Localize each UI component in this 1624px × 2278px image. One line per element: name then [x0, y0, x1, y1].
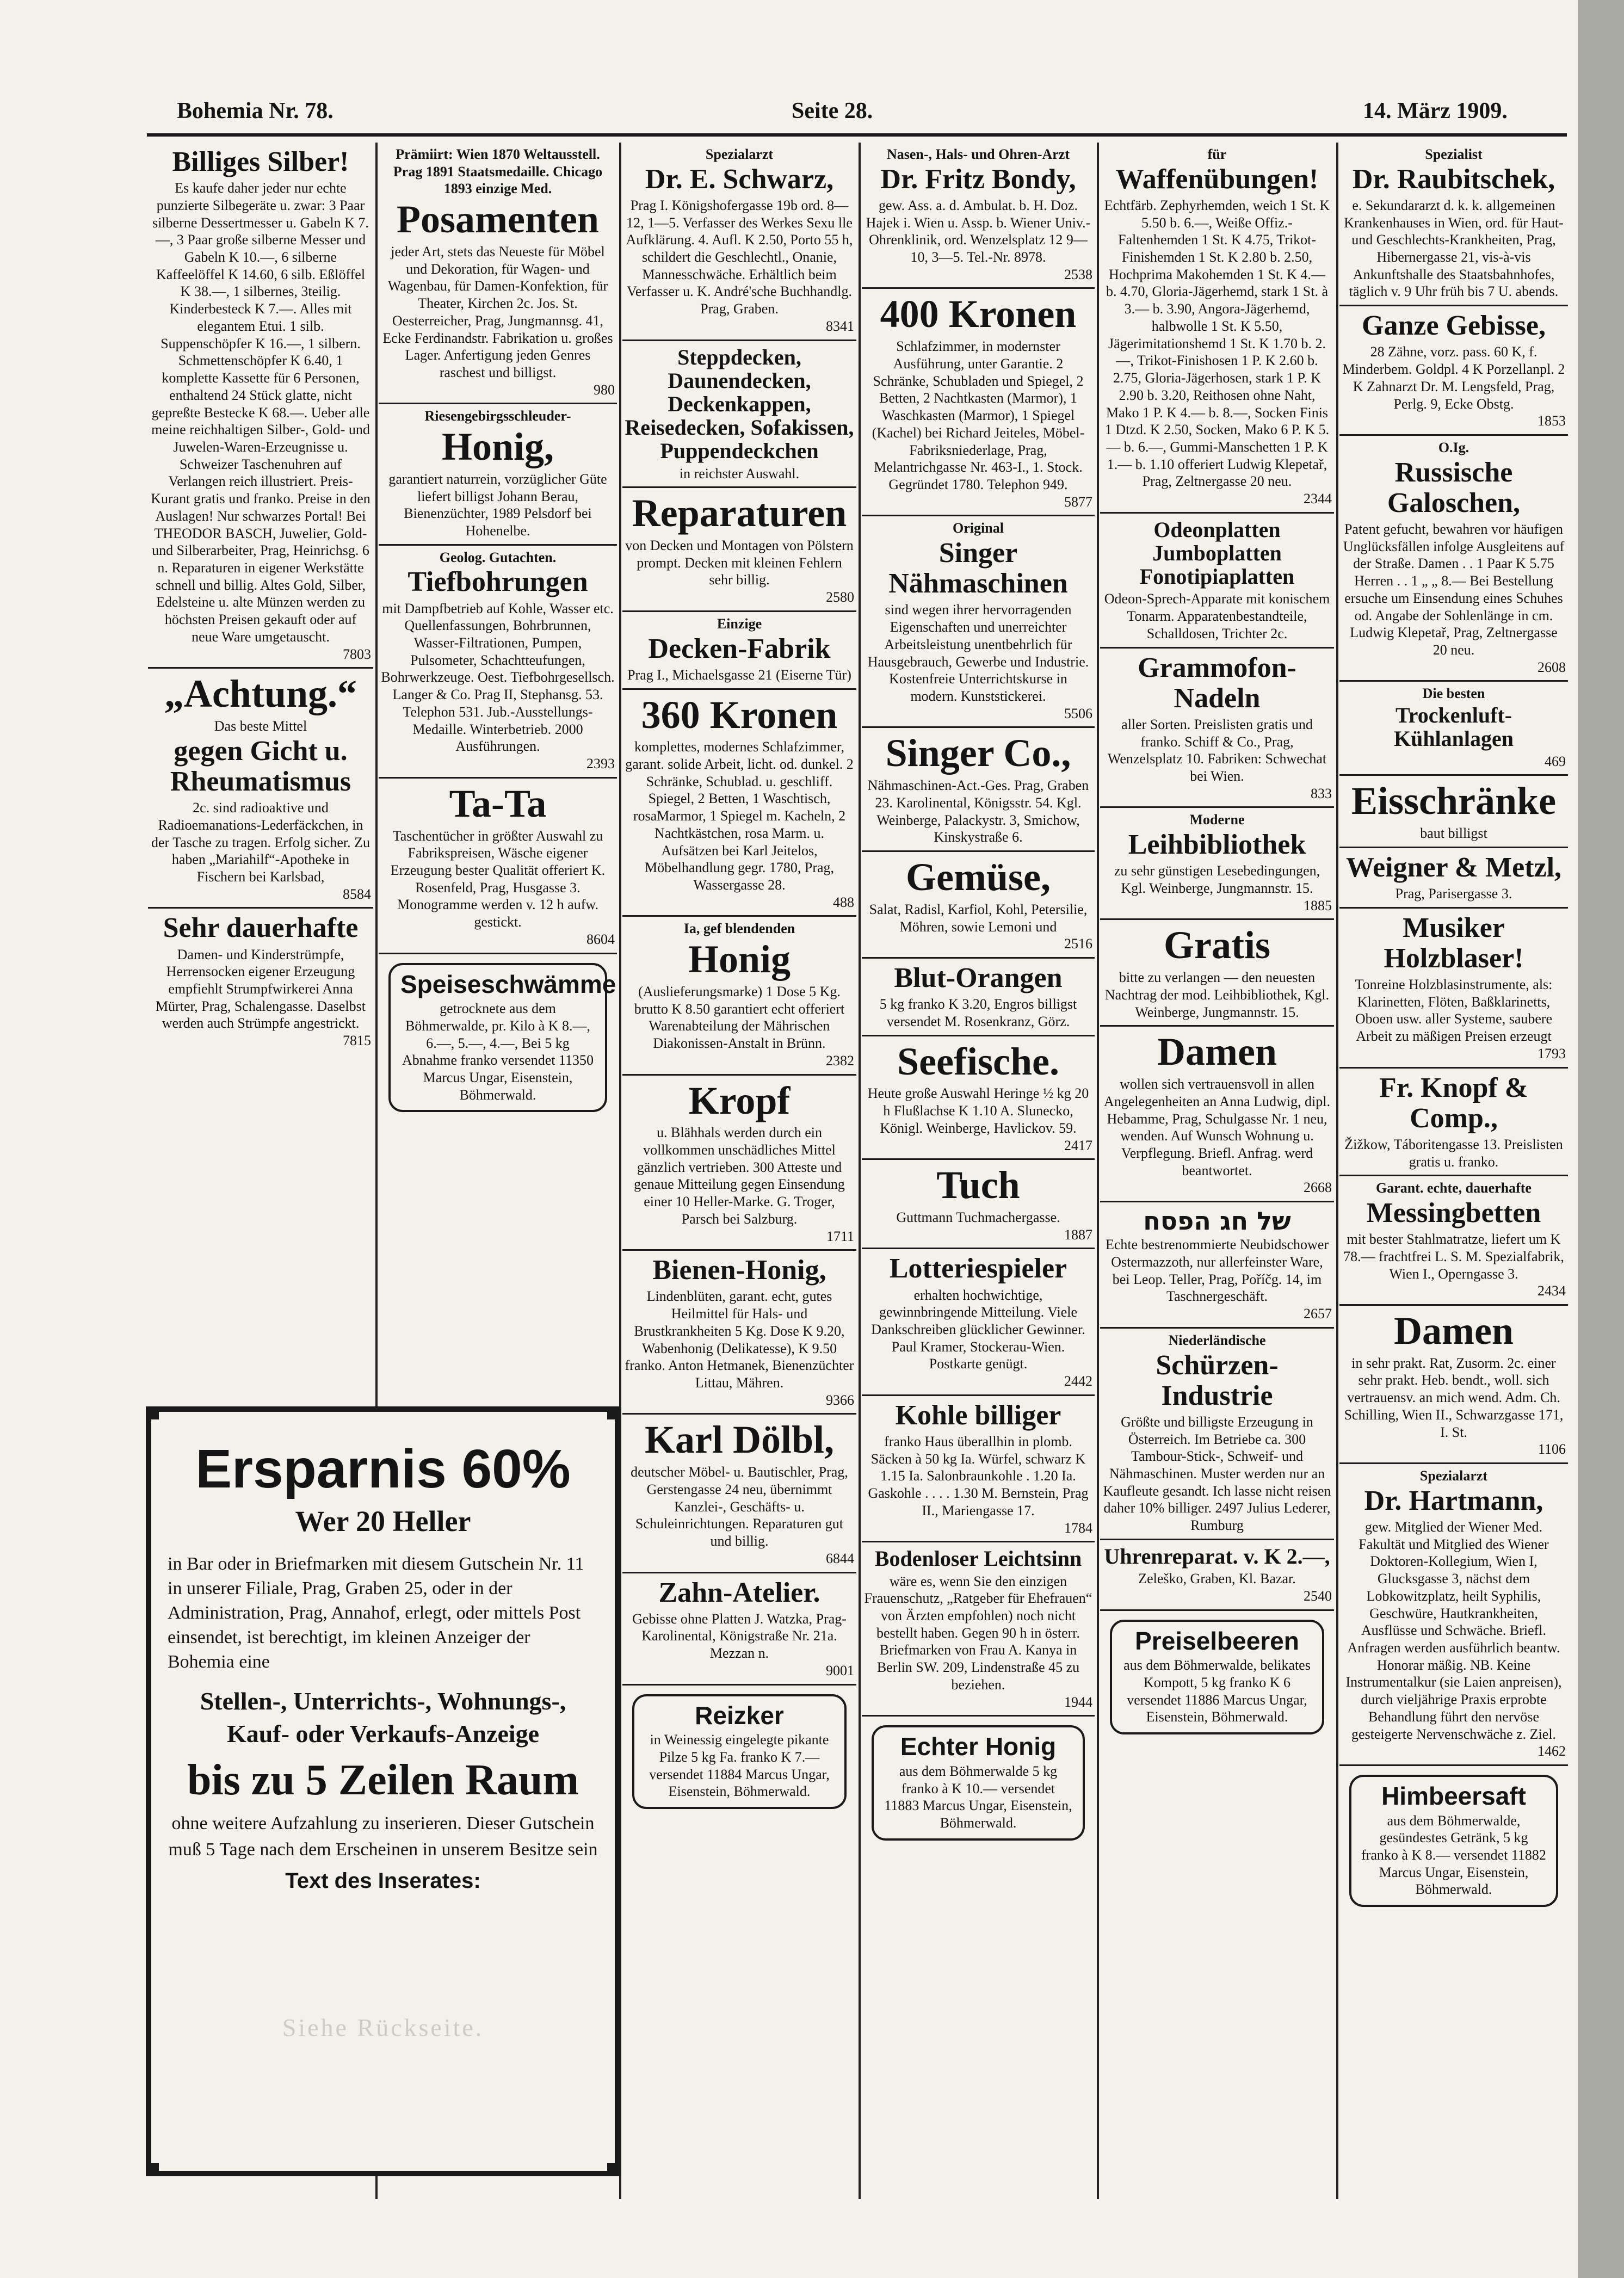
- ad-text: baut billigst: [1420, 825, 1487, 841]
- advertisement: [862, 1249, 1095, 1396]
- column-divider: [1097, 143, 1099, 2199]
- ad-number: 1793: [1537, 1045, 1566, 1061]
- advertisement: [622, 488, 856, 612]
- ad-heading: Honig: [688, 937, 791, 981]
- ad-text: 28 Zähne, vorz. pass. 60 K, f. Minderbem. Goldpl. 4 K Porzellanpl. 2 K Zahnarzt Dr. M. Lengsfeld, Prag, Perlg. 9, Ecke Obstg.: [1342, 344, 1565, 412]
- advertisement: [862, 959, 1095, 1036]
- ad-number: 2417: [1064, 1137, 1092, 1153]
- ad-number: 2393: [586, 756, 615, 772]
- ad-heading: Fr. Knopf & Comp.,: [1379, 1072, 1528, 1134]
- advertisement: [379, 546, 617, 779]
- ad-text: 5 kg franko K 3.20, Engros billigst versendet M. Rosenkranz, Görz.: [879, 996, 1077, 1029]
- ad-heading: Gemüse,: [906, 855, 1051, 899]
- ad-column-1: [148, 143, 373, 1394]
- advertisement: [1100, 1202, 1334, 1329]
- advertisement: [1339, 143, 1568, 306]
- ad-text: in Weinessig eingelegte pikante Pilze 5 kg Fa. franko K 7.— versendet 11884 Marcus Ungar, Eisenstein, Böhmerwald.: [649, 1732, 830, 1800]
- coupon-ad-kinds: Stellen-, Unterrichts-, Wohnungs-, Kauf- oder Verkaufs-Anzeige: [200, 1687, 566, 1748]
- ad-number: 5506: [1064, 705, 1092, 721]
- ad-text: mit bester Stahlmatratze, liefert um K 78.— frachtfrei L. S. M. Spezialfabrik, Wien I., Operngasse 3.: [1343, 1231, 1564, 1282]
- ad-text: Zeleško, Graben, Kl. Bazar.: [1138, 1571, 1296, 1587]
- ad-heading: Damen: [1394, 1309, 1514, 1353]
- ad-heading: „Achtung.“: [164, 672, 357, 716]
- ad-text: bitte zu verlangen — den neuesten Nachtrag der mod. Leihbibliothek, Kgl. Weinberge, Jungmannstr. 15.: [1104, 970, 1330, 1020]
- ad-kicker: Die besten: [1422, 686, 1485, 702]
- ad-text: sind wegen ihrer hervorragenden Eigenschaften und unerreichter Arbeitsleistung unentbehrlich für Hausgebrauch, Gewerbe und Industrie. Kostenfreie Unterrichtskurse in modern. Kunststickerei.: [867, 602, 1089, 705]
- ad-text: mit Dampfbetrieb auf Kohle, Wasser etc. Quellenfassungen, Bohrbrunnen, Wasser-Filtrationen, Pumpen, Pulsometer, Schachtteufungen, Bohrwerkzeuge. Oest. Tiefbohrgesellsch. Langer & Co. Prag II, Stephansg. 53. Telephon 531. Jub.-Ausstellungs-Medaille. Winterbetrieb. 2000 Ausführungen.: [381, 600, 615, 755]
- ad-number: 1853: [1537, 413, 1566, 429]
- ad-number: 7815: [343, 1033, 371, 1049]
- ad-number: 5877: [1064, 493, 1092, 510]
- ad-text: Es kaufe daher jeder nur echte punzierte Silbegeräte u. zwar: 3 Paar silberne Dessertmesser u. Gabeln K 7.—, 3 Paar große silberne Messer und Gabeln K 10.—, 6 silberne Kaffeelöffel K 14.60, 6 silb. Eßlöffel K 38.—, 1 silbernes, 3teilig. Kinderbesteck K 7.—. Alles mit elegantem Etui. 1 silb. Suppenschöpfer K 16.—, 1 silbern. Schmettenschöpfer K 6.40, 1 komplette Kassette für 6 Personen, enthaltend 24 Stück glatte, nicht gepreßte Bestecke K 68.—. Ueber alle meine reichhaltigen Silber-, Gold- und Juwelen-Waren-Erzeugnisse u. Schweizer Taschenuhren auf Verlangen reich illustriert. Preis-Kurant gratis und franko. Preise in den Auslagen! Nur schwarzes Portal! Bei: [151, 180, 371, 524]
- ad-heading: Speiseschwämme: [400, 970, 616, 998]
- ad-heading: Preiselbeeren: [1135, 1626, 1299, 1655]
- ad-heading: Dr. E. Schwarz,: [645, 163, 834, 195]
- ad-column-6: [1339, 143, 1568, 2199]
- column-divider: [859, 143, 861, 2199]
- advertisement: [862, 1160, 1095, 1249]
- advertisement: [622, 1076, 856, 1251]
- ad-heading: Dr. Raubitschek,: [1352, 163, 1555, 195]
- ad-text: gew. Mitglied der Wiener Med. Fakultät und Mitglied des Wiener Doktoren-Kollegium, Wien I, Glucksgasse 3, nächst dem Lobkowitzplatz, heilt Syphilis, Geschwüre, Hautkrankheiten, Ausflüsse und Schwäche. Briefl. Anfragen werden ausführlich beantw. Honorar mäßig. NB. Keine Instrumentalkur (sie Laien anpreisen), durch vieljährige Praxis erprobte Behandlung führt den nervöse gesteigerte Nervenschwäche z. Ziel.: [1345, 1518, 1562, 1742]
- ad-heading: Dr. Hartmann,: [1364, 1485, 1543, 1516]
- ad-heading: Decken-Fabrik: [648, 633, 831, 664]
- ad-text: von Decken und Montagen von Pölstern prompt. Decken mit kleinen Fehlern sehr billig.: [625, 538, 854, 588]
- advertisement: [379, 954, 617, 1122]
- ad-hebrew-heading: של חג הפסח: [1143, 1206, 1291, 1236]
- ad-number: 980: [594, 381, 615, 398]
- ad-number: 1784: [1064, 1520, 1092, 1536]
- advertisement: [1339, 1306, 1568, 1464]
- ad-kicker: Riesengebirgsschleuder-: [424, 408, 571, 424]
- boxed-ad: [1110, 1620, 1324, 1734]
- ad-heading: Weigner & Metzl,: [1345, 851, 1562, 883]
- coupon-text-label: Text des Inserates:: [285, 1869, 481, 1893]
- ad-heading: Karl Dölbl,: [644, 1418, 834, 1462]
- advertisement: [622, 1251, 856, 1415]
- advertisement: [862, 1036, 1095, 1160]
- ad-number: 7803: [343, 646, 371, 662]
- coupon-subtitle: Wer 20 Heller: [295, 1505, 471, 1538]
- boxed-ad: [872, 1725, 1085, 1840]
- advertisement: [862, 143, 1095, 289]
- ad-number: 2516: [1064, 936, 1092, 952]
- advertisement: [622, 143, 856, 341]
- boxed-ad: [1349, 1775, 1558, 1907]
- ad-heading: Odeonplatten Jumboplatten Fonotipiaplatten: [1139, 517, 1295, 589]
- advertisement: [1100, 1540, 1334, 1611]
- advertisement: [1100, 1611, 1334, 1744]
- ad-number: 2382: [826, 1052, 854, 1069]
- advertisement: [862, 1396, 1095, 1542]
- ad-kicker: Niederländische: [1168, 1332, 1266, 1348]
- ad-text: gew. Ass. a. d. Ambulat. b. H. Doz. Hajek i. Wien u. Assp. b. Wiener Univ.-Ohrenklinik, ord. Wenzelsplatz 12 9—10, 3—5. Tel.-Nr. 8978.: [866, 197, 1091, 266]
- ad-heading: Damen: [1157, 1030, 1277, 1074]
- ad-heading: Singer Nähmaschinen: [888, 538, 1068, 600]
- ad-heading: Lotteriespieler: [889, 1253, 1067, 1285]
- coupon-title: Ersparnis 60%: [195, 1439, 571, 1499]
- advertisement: [622, 690, 856, 917]
- ad-kicker: Original: [953, 520, 1004, 536]
- ad-number: 2344: [1304, 491, 1332, 507]
- ad-heading: Blut-Orangen: [894, 962, 1063, 993]
- ad-text: Žižkow, Táboritengasse 13. Preislisten gratis u. franko.: [1344, 1136, 1563, 1170]
- ad-heading: Bienen-Honig,: [652, 1255, 826, 1286]
- ad-number: 1462: [1537, 1743, 1566, 1760]
- ad-heading: Himbeersaft: [1381, 1782, 1526, 1810]
- ad-subheading: gegen Gicht u. Rheumatismus: [170, 735, 351, 797]
- ad-heading: Zahn-Atelier.: [658, 1577, 820, 1608]
- ad-text: aller Sorten. Preislisten gratis und franko. Schiff & Co., Prag, Wenzelsplatz 10. Fabriken: Schwechat bei Wien.: [1107, 716, 1327, 784]
- ad-heading: Bodenloser Leichtsinn: [874, 1546, 1082, 1571]
- ad-text: in sehr prakt. Rat, Zusorm. 2c. einer sehr prakt. Heb. bendt., woll. sich vertrauensv. an mich wend. Adm. Ch. Schilling, Wien II., Schwarzgasse 171, I. St.: [1344, 1355, 1564, 1440]
- advertisement: [1100, 1329, 1334, 1540]
- ad-number: 9366: [826, 1392, 854, 1408]
- coupon-limit: bis zu 5 Zeilen Raum: [187, 1756, 579, 1804]
- boxed-ad: [632, 1694, 847, 1809]
- ad-text: Guttmann Tuchmachergasse.: [896, 1209, 1060, 1225]
- ad-kicker: Garant. echte, dauerhafte: [1376, 1180, 1532, 1196]
- ad-heading: Singer Co.,: [885, 731, 1071, 775]
- ad-text: Echte bestrenommierte Neubidschower Ostermazzoth, nur allerfeinster Ware, bei Leop. Teller, Prag, Poříčg. 14, im Taschnergeschäft.: [1105, 1237, 1329, 1305]
- ad-kicker: Moderne: [1189, 812, 1245, 828]
- advertisement: [622, 612, 856, 690]
- ad-heading: Waffenübungen!: [1115, 163, 1319, 195]
- ad-number: 833: [1311, 785, 1332, 801]
- ad-text: Prag I. Königshofergasse 19b ord. 8—12, 1—5. Verfasser des Werkes Sexu lle Aufklärung. 4. Aufl. K 2.50, Porto 55 h, schildert die Geschlechtl., Onanie, Mannesschwäche. Erhältlich beim Verfasser u. K. André'sche Buchhandlg. Prag, Graben.: [626, 197, 853, 317]
- ad-kicker: O.Ig.: [1438, 439, 1469, 455]
- ad-heading: Messingbetten: [1366, 1197, 1541, 1228]
- advertisement: [1339, 436, 1568, 682]
- ad-heading: Eisschränke: [1351, 779, 1557, 823]
- ad-number: 6844: [826, 1550, 854, 1566]
- ad-text: Schlafzimmer, in modernster Ausführung, unter Garantie. 2 Schränke, Schubladen und Spiegel, 2 Betten, 2 Nachtkasten (Marmor), 1 Waschkasten (Marmor), 1 Spiegel (Kachel) bei Richard Jeiteles, Möbel-Fabriksniederlage, Prag, Melantrichgasse Nr. 463-I., 1. Stock. Gegründet 1780. Telephon 949.: [872, 338, 1085, 492]
- ad-text: u. Blähhals werden durch ein vollkommen unschädliches Mittel gänzlich vertrieben. 300 Atteste und genaue Mitteilung gegen Einsendung einer 10 Heller-Marke. G. Troger, Parsch bei Salzburg.: [634, 1125, 845, 1227]
- advertisement: [1339, 1464, 1568, 1766]
- ad-text: wäre es, wenn Sie den einzigen Frauenschutz, „Ratgeber für Ehefrauen“ von Ärzten empfohlen) noch nicht bestellt haben. Gegen 90 h in österr. Briefmarken von Frau A. Kanya in Berlin SW. 209, Lindenstraße 45 zu beziehen.: [864, 1573, 1092, 1693]
- advertisement: [379, 779, 617, 954]
- ad-text: aus dem Böhmerwalde 5 kg franko à K 10.— versendet 11883 Marcus Ungar, Eisenstein, Böhmerwald.: [884, 1763, 1072, 1831]
- advertisement: [862, 1542, 1095, 1717]
- ad-text: getrocknete aus dem Böhmerwalde, pr. Kilo à K 8.—, 6.—, 5.—, 4.—, Bei 5 kg Abnahme franko versendet 11350 Marcus Ungar, Eisenstein, Böhmerwald.: [402, 1001, 594, 1103]
- ad-heading: Steppdecken, Daunendecken, Deckenkappen, Reisedecken, Sofakissen, Puppendeckchen: [625, 344, 854, 464]
- ad-kicker: Prämiirt: Wien 1870 Weltausstell. Prag 1891 Staatsmedaille. Chicago 1893 einzige Med.: [393, 146, 603, 197]
- advertisement: [862, 289, 1095, 516]
- advertisement: [1339, 1176, 1568, 1306]
- ad-heading: Seefische.: [897, 1039, 1059, 1083]
- ad-heading: Schürzen-Industrie: [1156, 1349, 1279, 1411]
- advertisement: [1100, 920, 1334, 1027]
- advertisement: [862, 852, 1095, 959]
- ad-number: 1887: [1064, 1226, 1092, 1243]
- ad-heading: Echter Honig: [900, 1732, 1057, 1761]
- ad-column-4: [862, 143, 1095, 2199]
- advertisement: [1100, 514, 1334, 649]
- ad-kicker: für: [1207, 146, 1227, 162]
- advertisement: [148, 143, 373, 669]
- coupon-corner: [146, 1406, 159, 1419]
- ad-number: 9001: [826, 1662, 854, 1678]
- advertisement: [148, 669, 373, 909]
- ad-number: 8584: [343, 886, 371, 902]
- ad-text: Salat, Radisl, Karfiol, Kohl, Petersilie, Möhren, sowie Lemoni und: [869, 901, 1088, 935]
- ad-text: THEODOR BASCH, Juwelier, Gold- und Silberarbeiter, Prag, Heinrichsg. 6 n. Reparaturen in eigener Werkstätte schnell und billig. Altes Gold, Silber, Edelsteine u. alte Münzen werden zu höchsten Preisen gekauft oder auf neue Ware umgetauscht.: [152, 525, 369, 645]
- advertisement: [1339, 682, 1568, 776]
- ad-text: aus dem Böhmerwalde, gesündestes Getränk, 5 kg franko à K 8.— versendet 11882 Marcus Ungar, Eisenstein, Böhmerwald.: [1361, 1812, 1546, 1898]
- ad-kicker: Ia, gef blendenden: [683, 921, 795, 937]
- boxed-ad: [388, 963, 616, 1113]
- ad-heading: Ganze Gebisse,: [1362, 310, 1546, 342]
- ad-kicker: Spezialarzt: [705, 146, 774, 162]
- ad-number: 1885: [1304, 897, 1332, 913]
- ad-text: Lindenblüten, garant. echt, gutes Heilmittel für Hals- und Brustkrankheiten 5 Kg. Dose K 9.20, Wabenhonig (Delikatesse), K 9.50 franko. Anton Hetmanek, Bienenzüchter Littau, Mähren.: [625, 1288, 854, 1391]
- ad-kicker: Spezialist: [1425, 146, 1483, 162]
- ad-text: Heute große Auswahl Heringe ½ kg 20 h Flußlachse K 1.10 A. Slunecko, Königl. Weinberge, Havlickov. 59.: [867, 1085, 1089, 1136]
- advertisement: [1339, 1069, 1568, 1177]
- ad-heading: Reizker: [695, 1701, 784, 1730]
- advertisement: [1339, 909, 1568, 1069]
- ad-text: Nähmaschinen-Act.-Ges. Prag, Graben 23. Karolinental, Königsstr. 54. Kgl. Weinberge, Palackystr. 3, Smichow, Kinskystraße 6.: [867, 777, 1089, 845]
- ad-text: aus dem Böhmerwalde, belikates Kompott, 5 kg franko K 6 versendet 11886 Marcus Ungar, Eisenstein, Böhmerwald.: [1123, 1657, 1311, 1725]
- ad-heading: 360 Kronen: [641, 693, 838, 737]
- ad-text: Das beste Mittel: [214, 718, 307, 734]
- ad-kicker: Nasen-, Hals- und Ohren-Arzt: [886, 146, 1070, 162]
- ad-text: Größte und billigste Erzeugung in Österreich. Im Betriebe ca. 300 Tambour-Stick-, Schweif- und Nähmaschinen. Muster werden nur an Kaufleute gesandt. Ich lasse nicht reisen daher 10% billiger. 2497 Julius Lederer, Rumburg: [1103, 1413, 1331, 1534]
- advertisement: [148, 909, 373, 1053]
- advertisement: [862, 1717, 1095, 1850]
- ad-heading: Musiker Holzblaser!: [1384, 912, 1524, 974]
- ad-text: Gebisse ohne Platten J. Watzka, Prag-Karolinental, Königstraße Nr. 21a. Mezzan n.: [632, 1610, 847, 1662]
- coupon-corner: [607, 1406, 620, 1419]
- ad-number: 8604: [586, 931, 615, 947]
- advertisement: [379, 404, 617, 545]
- ad-number: 8341: [826, 318, 854, 334]
- ad-heading: Uhrenreparat. v. K 2.—,: [1104, 1544, 1330, 1569]
- ad-number: 2608: [1537, 659, 1566, 675]
- ad-number: 2540: [1304, 1588, 1332, 1604]
- ad-text: deutscher Möbel- u. Bautischler, Prag, Gerstengasse 24 neu, übernimmt Kanzlei-, Geschäfts- u. Schuleinrichtungen. Reparaturen gut und billig.: [631, 1464, 848, 1549]
- ad-kicker: Geolog. Gutachten.: [439, 549, 557, 565]
- ad-heading: Kropf: [688, 1078, 791, 1122]
- ad-number: 2580: [826, 589, 854, 606]
- ad-number: 1711: [826, 1228, 854, 1244]
- ad-heading: Tuch: [936, 1163, 1020, 1207]
- ad-number: 2657: [1304, 1306, 1332, 1322]
- advertisement: [1100, 808, 1334, 920]
- advertisement: [1339, 848, 1568, 909]
- ad-heading: Grammofon-Nadeln: [1138, 652, 1296, 714]
- ad-text: Patent gefucht, bewahren vor häufigen Unglücksfällen infolge Ausgleitens auf der Straße. Damen . . 1 Paar K 5.75 Herren . . 1 „ „ 8.— Bei Bestellung ersuche um Einsendung eines Schuhes od. Angabe der Sohlenlänge in cm.: [1343, 521, 1565, 623]
- ad-column-3: [622, 143, 856, 2199]
- ad-heading: Honig,: [441, 425, 554, 469]
- ad-text: (Auslieferungsmarke) 1 Dose 5 Kg. brutto K 8.50 garantiert echt offeriert Warenabteilung der Mährischen Diakonissen-Anstalt in Brünn.: [634, 983, 845, 1052]
- ad-number: 2538: [1064, 266, 1092, 282]
- coupon-corner: [607, 2163, 620, 2176]
- ad-text: Ludwig Klepetař, Prag, Zeltnergasse 20 neu.: [1350, 625, 1558, 658]
- advertisement: [1100, 1027, 1334, 1202]
- ad-text: franko Haus überallhin in plomb. Säcken à 50 kg Ia. Würfel, schwarz K 1.15 Ia. Salonbraunkohle . 1.20 Ia. Gaskohle . . . . 1.30 M. Bernstein, Prag II., Mariengasse 17.: [868, 1434, 1089, 1518]
- ad-heading: Russische Galoschen,: [1387, 456, 1521, 518]
- advertisement: [1339, 306, 1568, 436]
- ad-text: e. Sekundararzt d. k. k. allgemeinen Krankenhauses in Wien, ord. für Haut- und Geschlechts-Krankheiten, Prag, Hibernergasse 21, vis-à-vis Ankunftshalle des Staatsbahnhofes, täglich v. 9 Uhr früh bis 7 U. abends.: [1344, 197, 1564, 300]
- ad-heading: Posamenten: [397, 197, 599, 242]
- ad-heading: Sehr dauerhafte: [163, 912, 359, 944]
- coupon-note: ohne weitere Aufzahlung zu inserieren. Dieser Gutschein muß 5 Tage nach dem Erscheinen in unserem Besitze sein: [168, 1813, 598, 1860]
- ad-heading: Tiefbohrungen: [407, 566, 588, 598]
- ad-heading: Leihbibliothek: [1128, 829, 1306, 861]
- advertisement: [379, 143, 617, 404]
- ad-number: 2434: [1537, 1283, 1566, 1299]
- advertisement: [1339, 1766, 1568, 1917]
- ad-text: Taschentücher in größter Auswahl zu Fabrikspreisen, Wäsche eigener Erzeugung bester Qualität offeriert K. Rosenfeld, Prag, Husgasse 3. Monogramme werden v. 12 h aufw. gestickt.: [390, 828, 606, 930]
- ad-heading: Trockenluft-Kühlanlagen: [1393, 703, 1514, 751]
- ad-column-2: [379, 143, 617, 1394]
- ad-kicker: Spezialarzt: [1419, 1468, 1488, 1484]
- ad-number: 488: [833, 894, 854, 910]
- ad-text: 2c. sind radioaktive und Radioemanations-Lederfäckchen, in der Tasche zu tragen. Erfolg sicher. Zu haben „Mariahilf“-Apotheke in Fischern bei Karlsbad,: [151, 800, 370, 885]
- advertisement: [862, 516, 1095, 728]
- ad-heading: 400 Kronen: [880, 292, 1077, 336]
- ad-text: erhalten hochwichtige, gewinnbringende Mitteilung. Viele Dankschreiben glücklicher Gewinner. Paul Kramer, Stockerau-Wien. Postkarte genügt.: [871, 1287, 1085, 1372]
- ad-heading: Dr. Fritz Bondy,: [880, 163, 1076, 195]
- ad-text: Damen- und Kinderstrümpfe, Herrensocken eigener Erzeugung empfiehlt Strumpfwirkerei Anna Mürter, Prag, Schalengasse. Daselbst werden auch Strümpfe angestrickt.: [156, 946, 366, 1032]
- ad-heading: Kohle billiger: [895, 1399, 1061, 1431]
- ad-heading: Ta-Ta: [449, 781, 547, 825]
- column-divider: [1336, 143, 1338, 2199]
- advertisement: [622, 917, 856, 1075]
- ad-text: Prag, Parisergasse 3.: [1395, 885, 1512, 902]
- ad-text: wollen sich vertrauensvoll in allen Angelegenheiten an Anna Ludwig, dipl. Hebamme, Prag, Schulgasse Nr. 1 neu, wenden. Auf Wunsch Wohnung u. Verpflegung. Briefl. Anfrag. werd beantwortet.: [1104, 1076, 1330, 1178]
- advertisement: [1100, 649, 1334, 808]
- ad-column-5: [1100, 143, 1334, 2199]
- coupon-corner: [146, 2163, 159, 2176]
- ad-number: 1106: [1537, 1441, 1566, 1458]
- scan-edge: [1578, 0, 1624, 2278]
- ad-number: 2442: [1064, 1373, 1092, 1390]
- ad-text: Odeon-Sprech-Apparate mit konischem Tonarm. Apparatenbestandteile, Schalldosen, Trichter 2c.: [1104, 591, 1330, 641]
- header-page-number: Seite 28.: [792, 98, 873, 124]
- advertisement: [622, 1415, 856, 1573]
- ad-text: komplettes, modernes Schlafzimmer, garant. solide Arbeit, licht. od. dunkel. 2 Schränke, Schublad. u. geschliff. Spiegel, 2 Betten, 1 Waschtisch, rosaMarmor, 1 Spiegel m. Kacheln, 2 Nachtkästchen, rosa Marm. u. Aufsätzen bei Karl Jeitelos, Möbelhandlung gegr. 1780, Prag, Wassergasse 28.: [625, 739, 854, 893]
- ad-number: 2668: [1304, 1180, 1332, 1196]
- advertisement: [622, 1573, 856, 1686]
- ad-text: in reichster Auswahl.: [679, 465, 800, 481]
- coupon-showthrough: Siehe Rückseite.: [282, 2014, 484, 2042]
- advertisement: [622, 341, 856, 489]
- ad-text: garantiert naturrein, vorzüglicher Güte liefert billigst Johann Berau, Bienenzüchter, 1989 Pelsdorf bei Hohenelbe.: [388, 471, 607, 539]
- advertisement: [1100, 143, 1334, 514]
- ad-kicker: Einzige: [717, 615, 762, 632]
- advertisement: [862, 728, 1095, 852]
- ad-text: jeder Art, stets das Neueste für Möbel und Dekoration, für Wagen- und Wagenbau, für Damen-Konfektion, für Theater, Kirchen 2c. Jos. St. Oesterreicher, Prag, Jungmannsg. 41, Ecke Ferdinandstr. Fabrikation u. großes Lager. Anfertigung jeden Genres raschest und billigst.: [382, 243, 613, 380]
- savings-coupon: [146, 1406, 620, 2176]
- ad-text: Prag I., Michaelsgasse 21 (Eiserne Tür): [627, 666, 851, 683]
- header-rule: [147, 133, 1567, 137]
- ad-heading: Reparaturen: [632, 491, 847, 535]
- ad-text: zu sehr günstigen Lesebedingungen, Kgl. Weinberge, Jungmannstr. 15.: [1114, 863, 1320, 897]
- advertisement: [622, 1686, 856, 1819]
- coupon-text: in Bar oder in Briefmarken mit diesem Gutschein Nr. 11 in unserer Filiale, Prag, Graben 25, oder in der Administration, Prag, Annahof, erlegt, oder mittels Post einsendet, ist berechtigt, im kleinen Anzeiger der Bohemia eine: [168, 1554, 584, 1672]
- header-masthead: Bohemia Nr. 78.: [177, 98, 334, 124]
- ad-number: 469: [1545, 753, 1566, 769]
- ad-heading: Gratis: [1164, 923, 1270, 967]
- advertisement: [1339, 776, 1568, 848]
- header-date: 14. März 1909.: [1363, 98, 1508, 124]
- ad-text: Echtfärb. Zephyrhemden, weich 1 St. K 5.50 b. 6.—, Weiße Offiz.-Faltenhemden 1 St. K 4.75, Trikot-Finishemden 1 St. K 2.80 b. 2.50, Hochprima Makohemden 1 St. K 4.— b. 4.70, Gloria-Jägerhemd, stark 1 St. à 3.— b. 3.90, Angora-Jägerhemd, halbwolle 1 St. K 5.50, Jägerimitationshemd 1 St. K 1.70 b. 2.—, Trikot-Finishosen 1 P. K 2.60 b. 2.75, Gloria-Jägerhosen, stark 1 P. K 2.90 b. 3.20, Reithosen ohne Naht, Mako 1 P. K 4.— b. 8.—, Socken Finis 1 Dtzd. K 2.50, Socken, Mako 6 P. K 5.— b. 6.—, Gummi-Manschetten 1 P. K 1.— b. 1.10 offeriert Ludwig Klepetař, Prag, Zeltnergasse 20 neu.: [1104, 197, 1330, 490]
- ad-text: Tonreine Holzblasinstrumente, als: Klarinetten, Flöten, Baßklarinetts, Oboen usw. aller Systeme, saubere Arbeit zu mäßigen Preisen erzeugt: [1355, 976, 1553, 1045]
- ad-number: 1944: [1064, 1694, 1092, 1710]
- ad-heading: Billiges Silber!: [172, 146, 349, 177]
